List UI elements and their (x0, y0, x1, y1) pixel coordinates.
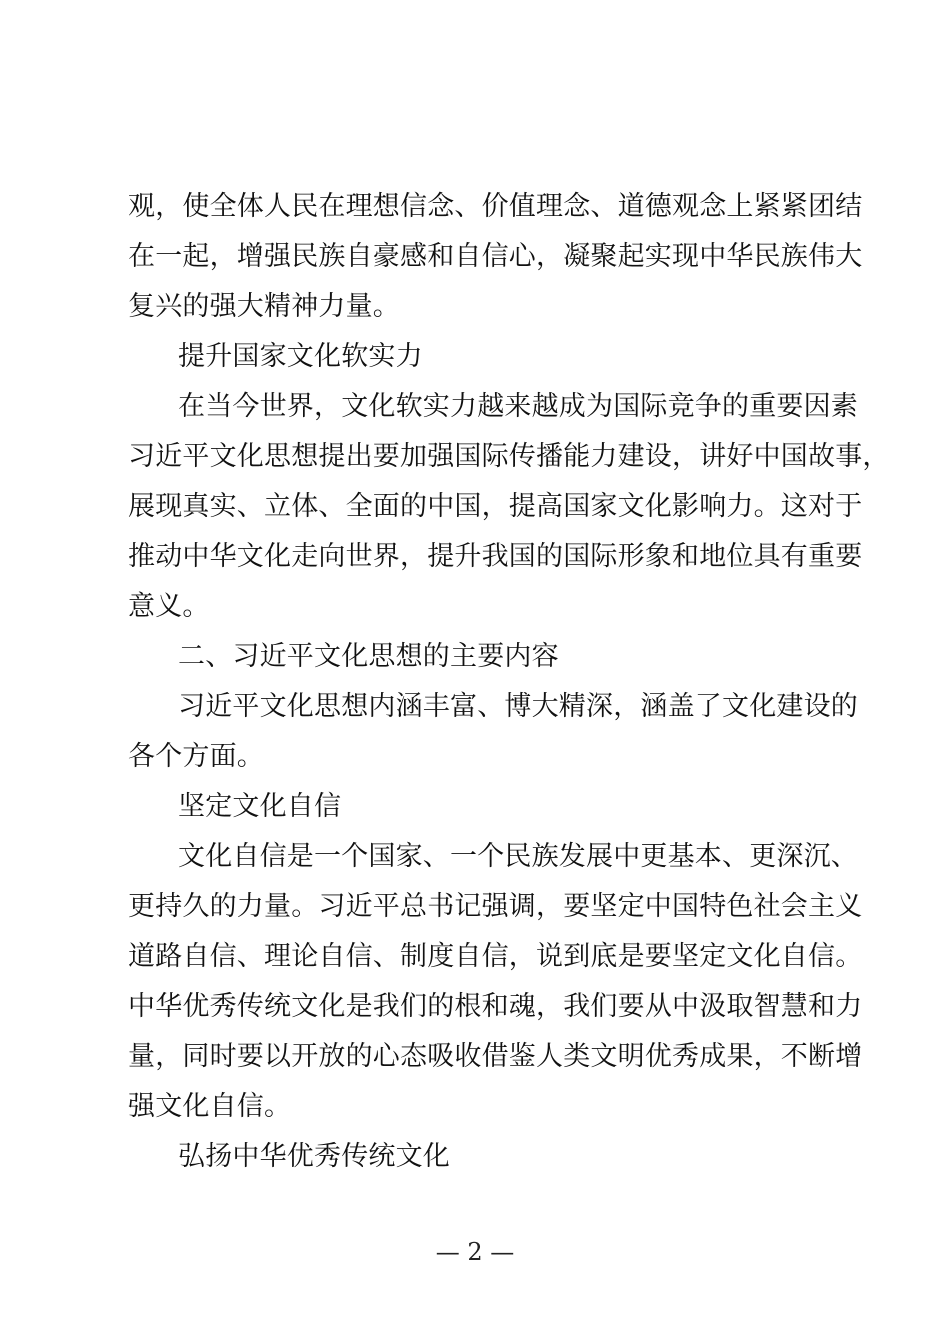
body-text-line: 量，同时要以开放的心态吸收借鉴人类文明优秀成果，不断增 (128, 1041, 863, 1072)
body-text-line: 在一起，增强民族自豪感和自信心，凝聚起实现中华民族伟大 (128, 241, 863, 272)
body-text-line: 意义。 (128, 591, 210, 622)
body-text-line: 道路自信、理论自信、制度自信，说到底是要坚定文化自信。 (128, 941, 863, 972)
body-text-line: 观，使全体人民在理想信念、价值理念、道德观念上紧紧团结 (128, 191, 863, 222)
body-text-line: 中华优秀传统文化是我们的根和魂，我们要从中汲取智慧和力 (128, 991, 863, 1022)
chapter-heading: 二、习近平文化思想的主要内容 (178, 641, 559, 672)
section-heading: 坚定文化自信 (178, 791, 342, 822)
body-text-line: 更持久的力量。习近平总书记强调，要坚定中国特色社会主义 (128, 891, 863, 922)
body-text-line: 文化自信是一个国家、一个民族发展中更基本、更深沉、 (178, 841, 858, 872)
body-text-line: 习近平文化思想内涵丰富、博大精深，涵盖了文化建设的 (178, 691, 858, 722)
section-heading: 弘扬中华优秀传统文化 (178, 1141, 450, 1172)
section-heading: 提升国家文化软实力 (178, 341, 423, 372)
body-text-line: 展现真实、立体、全面的中国，提高国家文化影响力。这对于 (128, 491, 863, 522)
body-text-line: 推动中华文化走向世界，提升我国的国际形象和地位具有重要 (128, 541, 863, 572)
body-text-line: 强文化自信。 (128, 1091, 292, 1122)
body-text-line: 习近平文化思想提出要加强国际传播能力建设，讲好中国故事， (128, 441, 890, 472)
page-number: — 2 — (435, 1238, 515, 1266)
body-text-line: 各个方面。 (128, 741, 264, 772)
body-text-line: 复兴的强大精神力量。 (128, 291, 400, 322)
body-text-line: 在当今世界，文化软实力越来越成为国际竞争的重要因素 (178, 391, 858, 422)
